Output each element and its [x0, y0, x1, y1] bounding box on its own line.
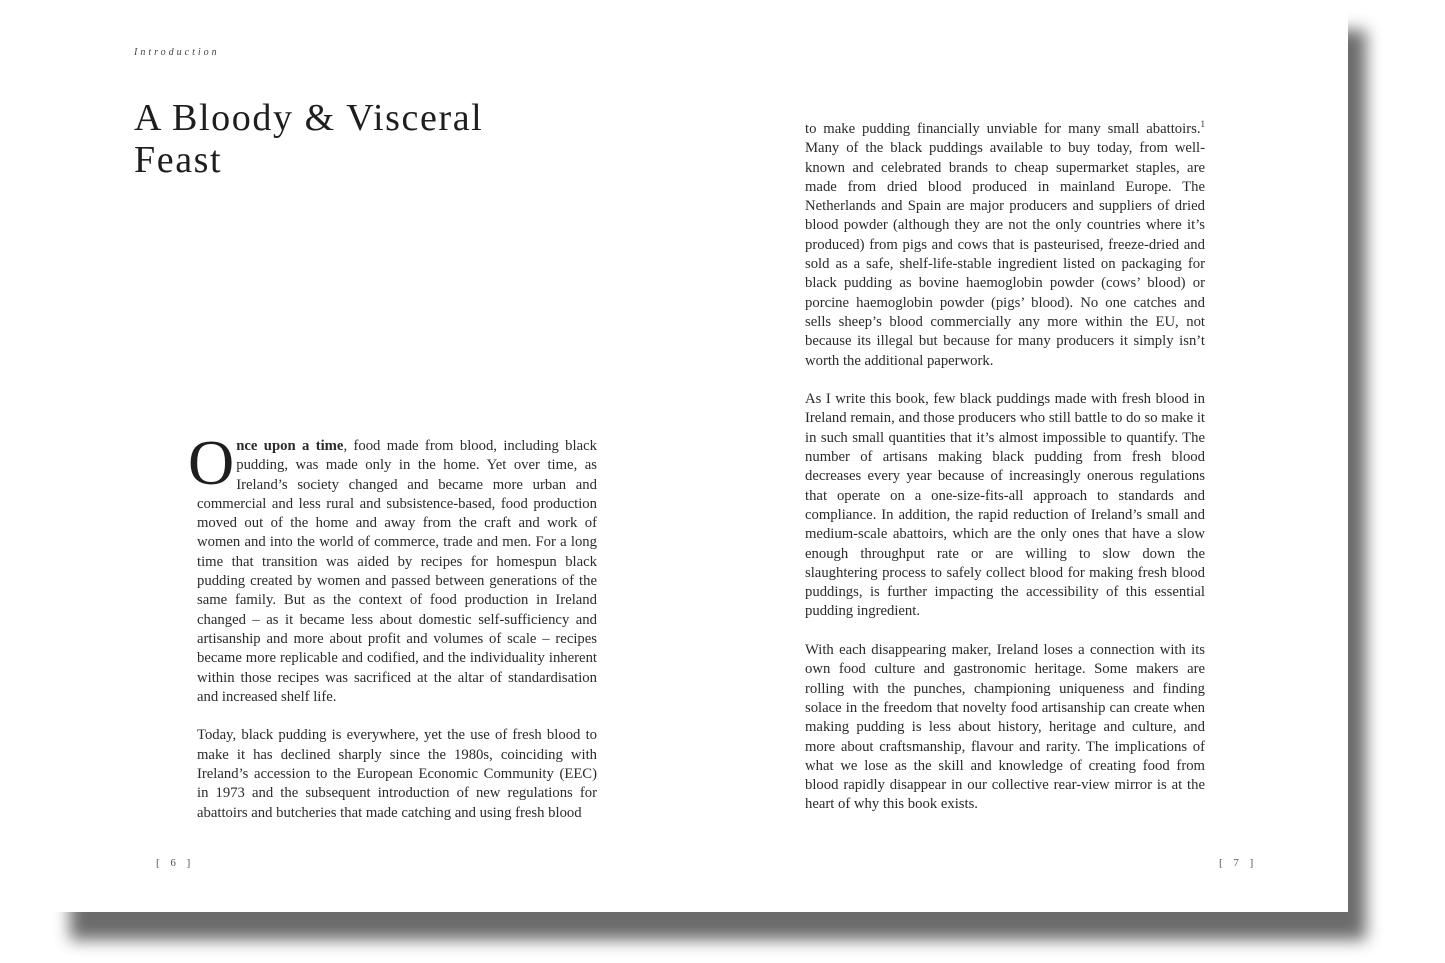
right-paragraph-3: With each disappearing maker, Ireland loses a connection with its own food culture and gastronomic heritage. Some makers are rolling with the punches, championing uniqueness and finding solace in the freedom that novelty food artisanship can create when making pudding is less about history, heritage and culture, and more about craftsmanship, flavour and rarity. The implications of what we lose as the skill and knowledge of creating food from blood rapidly disappear in our collective rear-view mirror is at the heart of why this book exists. [805, 642, 1205, 813]
page-number-left: [ 6 ] [156, 857, 195, 869]
right-paragraph-1 [805, 120, 1205, 371]
drop-cap: O [188, 427, 235, 498]
right-paragraph-1-start: to make pudding financially unviable for many small abattoirs. [805, 121, 1201, 137]
footnote-marker: 1 [1200, 119, 1205, 129]
left-paragraph-1-text: , food made from blood, including black pudding, was made only in the home. Yet over time, as Ireland’s society changed and became more urban and commercial and less rural and subsistence-based, food production moved out of the home and away from the craft and work of women and into the world of commerce, trade and men. For a long time that transition was aided by recipes for homespun black pudding created by women and passed between generations of the same family. But as the context of food production in Ireland changed – as it became less about domestic self-sufficiency and artisanship and more about profit and volumes of scale – recipes became more replicable and codified, and the individuality inherent within those recipes was sacrificed at the altar of standardisation and increased shelf life. [197, 438, 597, 705]
left-paragraph-1 [188, 427, 597, 707]
lead-in: nce upon a time [236, 438, 344, 454]
right-paragraph-1-text: Many of the black puddings available to buy today, from well-known and celebrated brands to cheap supermarket staples, are made from dried blood produced in mainland Europe. The Netherlands and Spain are major producers and suppliers of dried blood powder (although they are not the only countries where it’s produced) from pigs and cows that is pasteurised, freeze-dried and sold as a safe, shelf-life-stable ingredient listed on packaging for black pudding as bovine haemoglobin powder (cows’ blood) or porcine haemoglobin powder (pigs’ blood). No one catches and sells sheep’s blood commercially any more within the EU, not because its illegal but because for many producers it simply isn’t worth the additional paperwork. [805, 140, 1205, 369]
left-page-body [188, 427, 597, 823]
page-number-right: [ 7 ] [1219, 857, 1258, 869]
right-page-body [805, 120, 1205, 815]
left-paragraph-2: Today, black pudding is everywhere, yet the use of fresh blood to make it has declined sharply since the 1980s, coinciding with Ireland’s accession to the European Economic Community (EEC) in 1973 and the subsequent introduction of new regulations for abattoirs and butcheries that made catching and using fresh blood [197, 727, 597, 821]
chapter-title [134, 97, 554, 181]
running-head: Introduction [134, 47, 220, 58]
chapter-title-line-1: A Bloody & Visceral [134, 97, 484, 139]
right-paragraph-2: As I write this book, few black puddings made with fresh blood in Ireland remain, and those producers who still battle to do so make it in such small quantities that it’s almost impossible to quantify. The number of artisans making black pudding from fresh blood decreases every year because of increasingly onerous regulations that operate on a one-size-fits-all approach to standards and compliance. In addition, the rapid reduction of Ireland’s small and medium-scale abattoirs, which are the only ones that have a slow enough throughput rate or are willing to slow down the slaughtering process to safely collect blood for making fresh blood puddings, is further impacting the accessibility of this essential pudding ingredient. [805, 391, 1205, 620]
chapter-title-line-2: Feast [134, 139, 223, 181]
